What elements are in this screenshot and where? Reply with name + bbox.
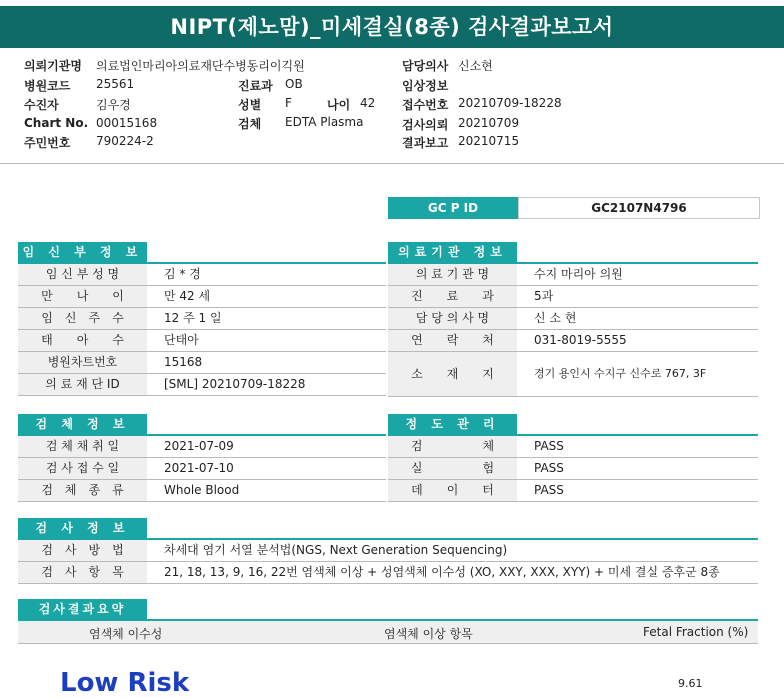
institution-row-label: 소 재 지 — [388, 352, 517, 396]
institution-section-title: 의료기관 정보 — [388, 242, 517, 262]
rrn-label: 주민번호 — [24, 136, 71, 150]
specimen-row-value: 2021-07-10 — [164, 461, 234, 475]
age-value: 42 — [360, 96, 376, 110]
pregnant-row-label: 의 료 재 단 ID — [18, 374, 147, 395]
specimen-value: EDTA Plasma — [285, 115, 364, 129]
qc-row-label: 데 이 터 — [388, 480, 517, 501]
pregnant-row-value: 단태아 — [164, 333, 199, 347]
receipt-label: 접수번호 — [402, 98, 449, 112]
chart-label: Chart No. — [24, 116, 89, 130]
institution-row-label: 담 당 의 사 명 — [388, 308, 517, 329]
hospital-code-value: 25561 — [96, 77, 135, 91]
sex-label: 성별 — [238, 98, 262, 112]
institution-row-label: 진 료 과 — [388, 286, 517, 307]
pregnant-section-title: 임 신 부 정 보 — [18, 242, 147, 262]
pregnant-row-value: 12 주 1 일 — [164, 311, 222, 325]
qc-row-value: PASS — [534, 483, 564, 497]
specimen-section-title: 검 체 정 보 — [18, 414, 147, 434]
department-value: OB — [285, 77, 303, 91]
pregnant-row-label: 만 나 이 — [18, 286, 147, 307]
sex-value: F — [285, 96, 292, 110]
qc-row-value: PASS — [534, 439, 564, 453]
patient-value: 김우경 — [96, 98, 131, 112]
institution-row-value: 031-8019-5555 — [534, 333, 627, 347]
specimen-row-value: 2021-07-09 — [164, 439, 234, 453]
institution-row-value: 신 소 현 — [534, 311, 577, 325]
specimen-row-divider — [18, 501, 386, 502]
test-row-divider — [18, 583, 758, 584]
pregnant-row-label: 태 아 수 — [18, 330, 147, 351]
rrn-value: 790224-2 — [96, 134, 154, 148]
specimen-row-value: Whole Blood — [164, 483, 240, 497]
doctor-value: 신소현 — [458, 59, 493, 73]
department-label: 진료과 — [238, 79, 273, 93]
clinical-label: 임상정보 — [402, 79, 449, 93]
institution-row-label: 의 료 기 관 명 — [388, 264, 517, 285]
summary-col-items: 염색체 이상 항목 — [384, 627, 473, 641]
summary-col-aneuploidy: 염색체 이수성 — [89, 627, 163, 641]
specimen-row-label: 검 사 접 수 일 — [18, 458, 147, 479]
pregnant-row-divider — [18, 395, 386, 396]
institution-row-value: 5과 — [534, 289, 554, 303]
pregnant-row-label: 임 신 주 수 — [18, 308, 147, 329]
institution-label: 의뢰기관명 — [24, 59, 82, 73]
qc-row-value: PASS — [534, 461, 564, 475]
report-label: 결과보고 — [402, 136, 449, 150]
test-row-label: 검 사 방 법 — [18, 540, 147, 561]
institution-row-value: 수지 마리아 의원 — [534, 267, 623, 281]
pregnant-row-value: 만 42 세 — [164, 289, 211, 303]
specimen-label: 검체 — [238, 117, 262, 131]
fetal-fraction-value: 9.61 — [678, 677, 703, 690]
hospital-code-label: 병원코드 — [24, 79, 71, 93]
institution-row-label: 연 락 처 — [388, 330, 517, 351]
patient-label: 수진자 — [24, 98, 59, 112]
qc-row-divider — [388, 501, 758, 502]
receipt-value: 20210709-18228 — [458, 96, 562, 110]
institution-value: 의료법인마리아의료재단수병동리이긱원 — [96, 59, 305, 73]
institution-row-value: 경기 용인시 수지구 신수로 767, 3F — [534, 367, 707, 380]
specimen-row-label: 검 체 종 류 — [18, 480, 147, 501]
qc-section-title: 정 도 관 리 — [388, 414, 517, 434]
gcpid-value: GC2107N4796 — [518, 197, 760, 219]
summary-header-line — [18, 643, 758, 644]
result-low-risk: Low Risk — [60, 668, 190, 698]
pregnant-row-value: 김 * 경 — [164, 267, 201, 281]
report-title: NIPT(제노맘)_미세결실(8종) 검사결과보고서 — [0, 6, 784, 48]
pregnant-row-label: 임 신 부 성 명 — [18, 264, 147, 285]
summary-col-fetal-fraction: Fetal Fraction (%) — [643, 625, 749, 639]
pregnant-row-label: 병원차트번호 — [18, 352, 147, 373]
specimen-row-label: 검 체 채 취 일 — [18, 436, 147, 457]
test-row-value: 차세대 염기 서열 분석법(NGS, Next Generation Sequencing) — [164, 543, 508, 557]
doctor-label: 담당의사 — [402, 59, 449, 73]
test-row-value: 21, 18, 13, 9, 16, 22번 염색체 이상 + 성염색체 이수성 (XO, XXY, XXX, XYY) + 미세 결실 증후군 8종 — [164, 565, 720, 579]
qc-row-label: 실 험 — [388, 458, 517, 479]
pregnant-row-value: 15168 — [164, 355, 203, 369]
institution-row-divider — [388, 396, 758, 397]
report-value: 20210715 — [458, 134, 520, 148]
test-section-title: 검 사 정 보 — [18, 518, 147, 538]
gcpid-label: GC P ID — [388, 197, 518, 219]
request-label: 검사의뢰 — [402, 118, 449, 132]
test-row-label: 검 사 항 목 — [18, 562, 147, 583]
summary-section-title: 검사결과요약 — [18, 599, 147, 619]
header-divider — [0, 163, 784, 164]
pregnant-row-value: [SML] 20210709-18228 — [164, 377, 306, 391]
age-label: 나이 — [327, 98, 351, 112]
qc-row-label: 검 체 — [388, 436, 517, 457]
request-value: 20210709 — [458, 116, 520, 130]
chart-value: 00015168 — [96, 116, 158, 130]
